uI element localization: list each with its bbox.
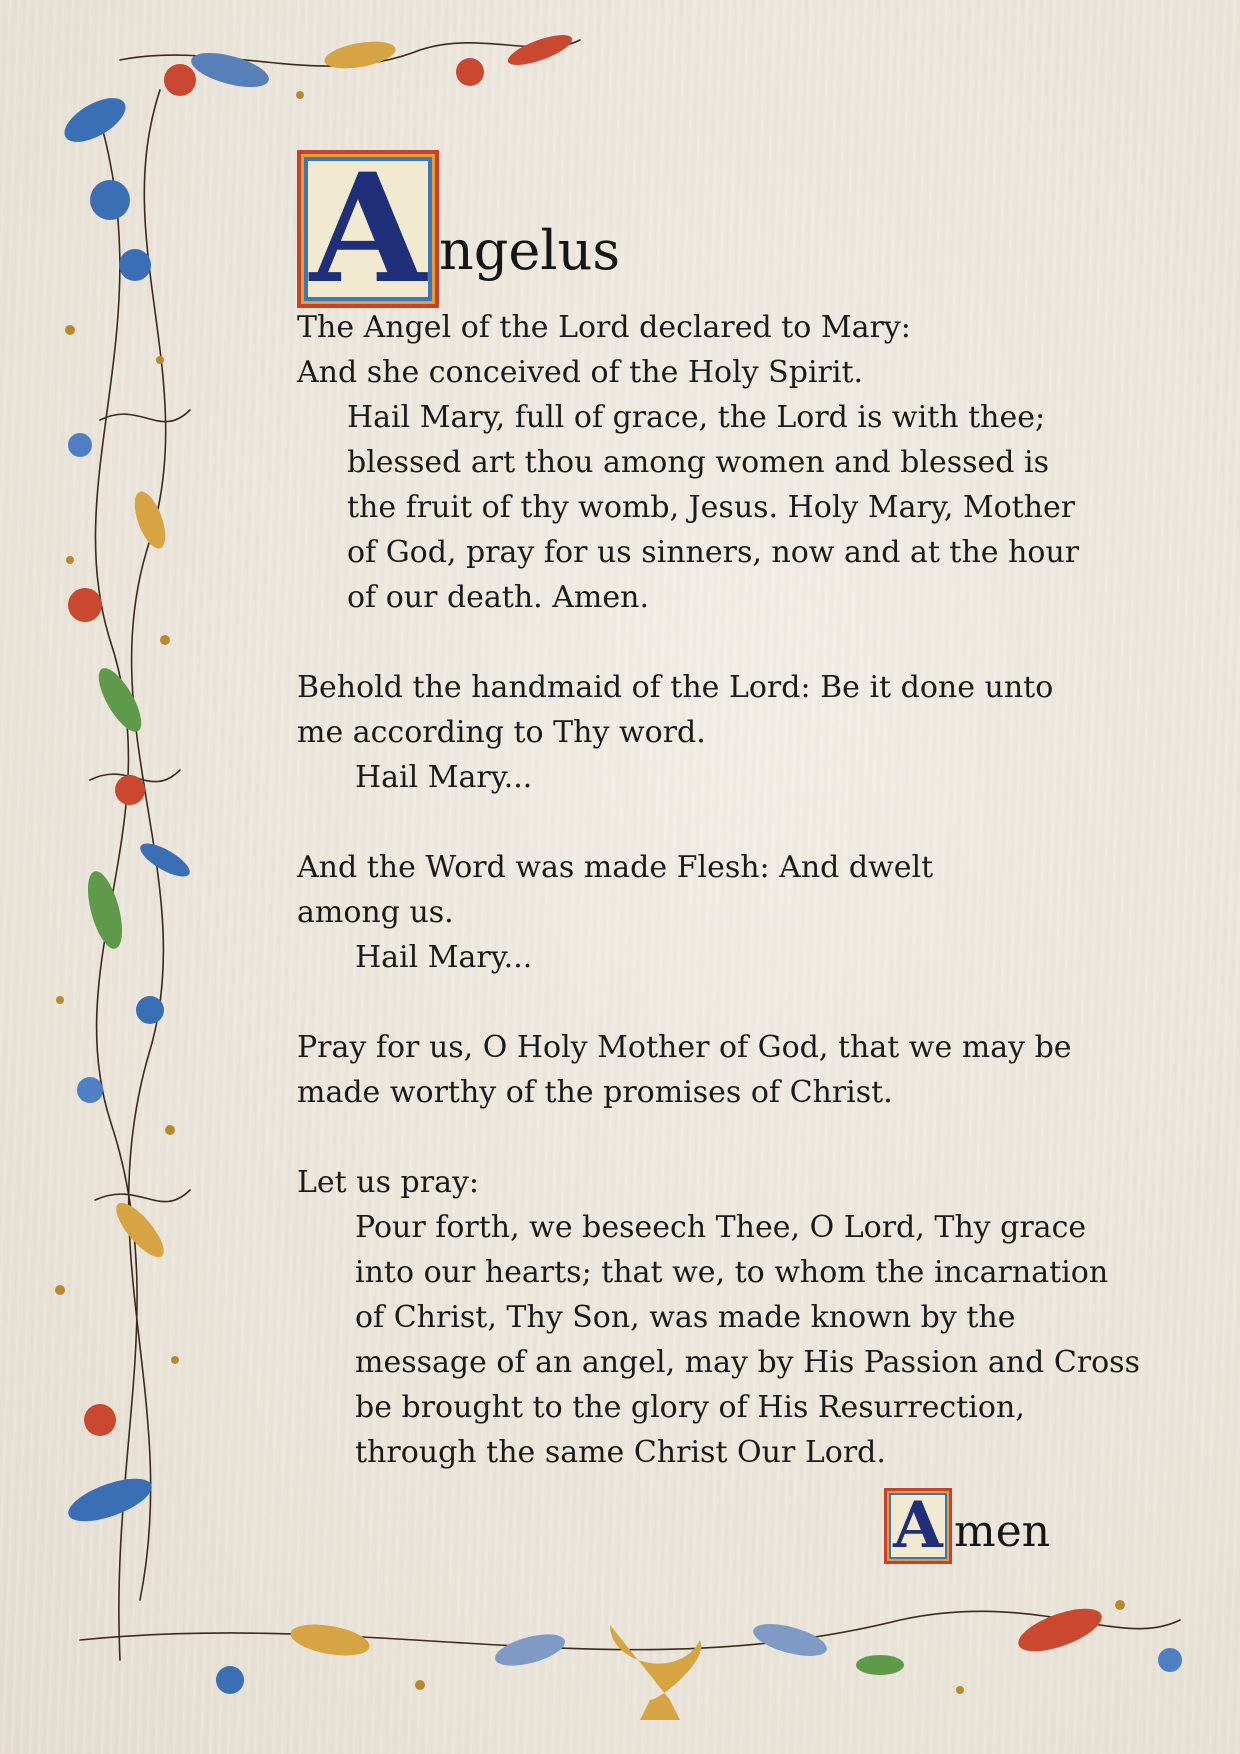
verse-line: The Angel of the Lord declared to Mary: (297, 310, 911, 345)
verse-line: of God, pray for us sinners, now and at the hour (347, 535, 1080, 570)
title (297, 145, 1177, 308)
verse-line: Hail Mary... (355, 760, 533, 795)
verse-line: be brought to the glory of His Resurrection, (355, 1390, 1025, 1425)
verse-gap (297, 620, 1177, 665)
prayer-content (297, 145, 1177, 1475)
verse-line: me according to Thy word. (297, 715, 706, 750)
verse-line: Behold the handmaid of the Lord: Be it done unto (297, 670, 1054, 705)
verse-line: message of an angel, may by His Passion and Cross (355, 1345, 1140, 1380)
verse-gap (297, 1115, 1177, 1160)
amen-initial-letter: A (893, 1488, 943, 1563)
verse-line: Pray for us, O Holy Mother of God, that we may be (297, 1030, 1072, 1065)
verse-line: of our death. Amen. (347, 580, 649, 615)
verse-line: Pour forth, we beseech Thee, O Lord, Thy grace (355, 1210, 1087, 1245)
verse-line: through the same Christ Our Lord. (355, 1435, 886, 1470)
verse-line: And she conceived of the Holy Spirit. (297, 355, 864, 390)
illuminated-initial (297, 150, 439, 308)
verse-line: made worthy of the promises of Christ. (297, 1075, 893, 1110)
verses (297, 305, 1177, 1475)
verse-line: Hail Mary... (355, 940, 533, 975)
verse-line: among us. (297, 895, 454, 930)
verse-line: And the Word was made Flesh: And dwelt (297, 850, 934, 885)
verse-line: Hail Mary, full of grace, the Lord is with thee; (347, 400, 1046, 435)
verse-gap (297, 980, 1177, 1025)
amen-text: men (954, 1506, 1051, 1557)
title-text: ngelus (439, 219, 621, 282)
initial-letter: A (309, 150, 427, 308)
verse-line: blessed art thou among women and blessed is (347, 445, 1049, 480)
verse-line: the fruit of thy womb, Jesus. Holy Mary, Mother (347, 490, 1076, 525)
border-urn (610, 1625, 701, 1720)
verse-line: Let us pray: (297, 1165, 480, 1200)
verse-line: into our hearts; that we, to whom the incarnation (355, 1255, 1109, 1290)
verse-gap (297, 800, 1177, 845)
amen-illuminated-initial (884, 1488, 952, 1564)
verse-line: of Christ, Thy Son, was made known by the (355, 1300, 1016, 1335)
